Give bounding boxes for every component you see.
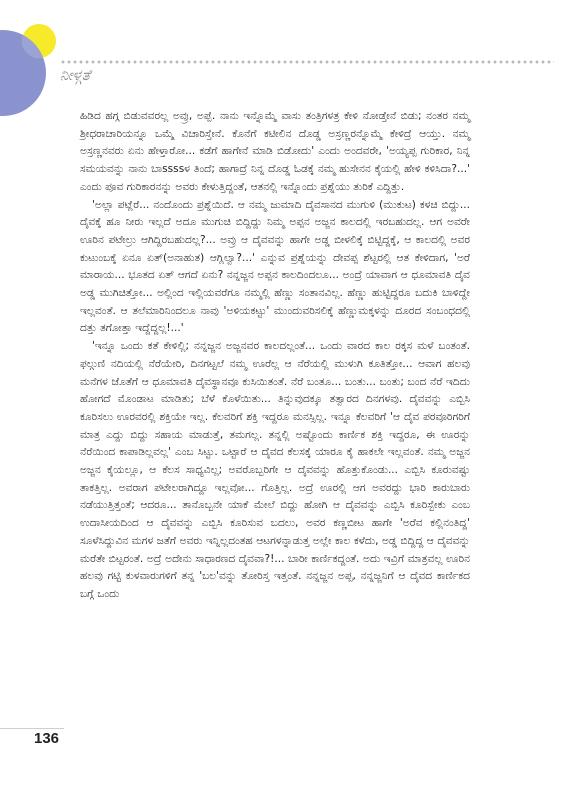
article-body bbox=[80, 108, 470, 604]
paragraph-3: 'ಇನ್ನೂ ಒಂದು ಕತೆ ಕೇಳಿಲ್ಲಿ; ನನ್ನಜ್ಜನ ಅಜ್ಜನವರ ಕಾಲದಲ್ಲಂತೆ... ಒಂದು ವಾರದ ಕಾಲ ರಕ್ಕಸ ಮಳೆ ಬಂತಂತೆ. ಫಲ್ಗುಣಿ ನದಿಯಲ್ಲಿ ನೆರೆಯೇರಿ, ದಿನಗಟ್ಟಲೆ ನಮ್ಮ ಊರೆಲ್ಲ ಆ ನೆರೆಯಲ್ಲಿ ಮುಳುಗಿ ಕೂತಿತ್ತೋ... ಆವಾಗ ಹಲವು ಮನೆಗಳ ಜೊತೆಗೆ ಆ ಧೂಮಾವತಿ ದೈವಸ್ಥಾನವೂ ಕುಸಿಯಿತಂತೆ. ನೆರೆ ಬಂತೂ... ಬಂತು... ಬಂತು; ಬಂದ ನೆರೆ ಇದಿದು ಹೋಗದೆ ಮೊಂಡಾಟ ಮಾಡಿತು; ಬೆಳೆ ಕೊಳೆಯಿತು... ತಿನ್ನುವುದಕ್ಕೂ ತತ್ವಾರದ ದಿನಗಳವು. ದೈವವನ್ನು ಎಬ್ಬಿಸಿ ಕೂರಿಸಲು ಊರವರಲ್ಲಿ ಶಕ್ತಿಯೇ ಇಲ್ಲ. ಕೆಲವರಿಗೆ ಶಕ್ತಿ ಇದ್ದರೂ ಮನಸ್ಸಿಲ್ಲ. ಇನ್ನೂ ಕೆಲವರಿಗೆ 'ಆ ದೈವ ಪರವೂರಿಗರಿಗೆ ಮಾತ್ರ ಎದ್ದು ಬಿದ್ದು ಸಹಾಯ ಮಾಡುತ್ತೆ, ತಮಗಲ್ಲ. ತನ್ನಲ್ಲಿ ಅಷ್ಟೊಂದು ಕಾರ್ಣಿಕ ಶಕ್ತಿ ಇದ್ದರೂ, ಈ ಊರನ್ನು ನೆರೆಯಿಂದ ಕಾಪಾಡಿಲ್ಲವಲ್ಲ' ಎಂಬ ಸಿಟ್ಟು. ಒಟ್ಟಾರೆ ಆ ದೈವದ ಕೆಲಸಕ್ಕೆ ಯಾರೂ ಕೈ ಹಾಕಲೇ ಇಲ್ಲವಂತೆ. ನಮ್ಮ ಅಜ್ಜನ ಅಜ್ಜನ ಕೈಯಲ್ಲೂ, ಆ ಕೆಲಸ ಸಾಧ್ಯವಿಲ್ಲ; ಅವರೊಬ್ಬರಿಗೇ ಆ ದೈವವನ್ನು ಹೊತ್ತುಕೊಂಡು... ಎಬ್ಬಿಸಿ ಕೂರುವಷ್ಟು ತಾಕತ್ತಿಲ್ಲ. ಅವರಾಗ ಪಟೇಲರಾಗಿದ್ದೂ ಇಲ್ಲವೋ... ಗೊತ್ತಿಲ್ಲ. ಅದ್ರೆ ಊರಲ್ಲಿ ಆಗ ಅವರದ್ದು ಭಾರಿ ಕಾರುಬಾರು ನಡೆಯುತ್ತಿತ್ತಂತೆ; ಆದರೂ... ತಾನೊಬ್ಬನೇ ಯಾಕೆ ಮೇಲೆ ಬಿದ್ದು ಹೋಗಿ ಆ ದೈವವನ್ನು ಎಬ್ಬಿಸಿ ಕೂರಿಸ್ಬೇಕು ಎಂಬ ಉದಾಸೀಯದಿಂದ ಆ ದೈವವನ್ನು ಎಬ್ಬಿಸಿ ಕೂರಿಸುವ ಬದಲು, ಅವರ ಕಣ್ಣಬೀಟ ಹಾಗೇ 'ಅರೆವ ಕಲ್ಲಿನಂತಿದ್ದ' ಸೂಳೆಸಿದ್ದುವಿನ ಮಗಳ ಜತೆಗೆ ಅವರು ಇನ್ನಿಲ್ಲದಂತಹ ಆಟಗಳನ್ನಾಡುತ್ತ ಅಲ್ಲೇ ಕಾಲ ಕಳೆದು, ಅಡ್ಡ ಬಿದ್ದಿದ್ದ ಆ ದೈವವನ್ನು ಮರೆತೇ ಬಿಟ್ಟರಂತೆ. ಅದ್ರೆ ಅದೇನು ಸಾಧಾರಣದ ದೈವವಾ?!... ಬಾರೀ ಕಾರ್ಣಿಕದ್ದಂತೆ. ಅದು ಇವ್ರಿಗೆ ಮಾತ್ರವಲ್ಲ ಊರಿನ ಹಲವು ಗಟ್ಟಿ ಕುಳವಾರುಗಳಿಗೆ ತನ್ನ 'ಬಲ'ವನ್ನು ತೋರಿಸ್ತ ಇತ್ತಂತೆ. ನನ್ನಜ್ಜನ ಅಪ್ಪ, ನನ್ನಜ್ಜನಿಗೆ ಆ ದೈವದ ಕಾರ್ಣಿಕದ ಬಗ್ಗೆ ಒಂದು bbox=[80, 340, 470, 600]
footer-rule bbox=[0, 728, 64, 729]
paragraph-1: ಹಿಡಿದ ಹಗ್ಗ ಬಿಡುವವರಲ್ಲ ಅವ್ರು, ಅಪ್ಪೆ. ನಾನು ಇನ್ನೊಮ್ಮೆ ವಾಸು ತಂತ್ರಿಗಳತ್ರ ಕೇಳಿ ನೋಡ್ತೇನೆ ಬಿಡು; ನಂತರ ನಮ್ಮ ಶ್ರೀಧರಾಚಾರಿಯನ್ನೂ ಒಮ್ಮೆ ವಿಚಾರಿಸ್ತೇನೆ. ಕೊನೆಗೆ ಕಟೀಲಿನ ದೊಡ್ಡ ಅಸ್ರಣ್ಣರನ್ನೊಮ್ಮೆ ಕೇಳಿದ್ರೆ ಆಯ್ತು. ನಮ್ಮ ಅಸ್ರಣ್ಣನವರು ಏನು ಹೇಳ್ತಾರೋ... ಕಡೆಗೆ ಹಾಗೇನೆ ಮಾಡಿ ಬಿಡೋದು' ಎಂದು ಅಂದವರೇ, 'ಅಯ್ಯಪ್ಪ ಗುರಿಕಾರ, ನಿನ್ನ ಸಮಯವನ್ನು ನಾನು ಬಾssssಳ ತಿಂದೆ; ಹಾಗಾದ್ರೆ ನಿನ್ನ ದೊಡ್ಡ ಓಡಕ್ಕೆ ನಮ್ಮ ಹುಸೇನನ ಕೈಯಲ್ಲಿ ಹೇಳಿ ಕಳಿಸಿದಾ?...' ಎಂದು ಪೂವ ಗುರಿಕಾರನನ್ನು ಅವರು ಕೇಳುತ್ತಿದ್ದಂತೆ, ಆತನಲ್ಲಿ ಇನ್ನೊಂದು ಪ್ರಶ್ನೆಯು ತುರಿಕೆ ಎದ್ದಿತ್ತು. bbox=[80, 110, 470, 193]
paragraph-2: 'ಅಲ್ಲಾ ಪಟ್ಲೆರೆ... ನಂದೊಂದು ಪ್ರಶ್ನೆಯಿದೆ. ಆ ನಮ್ಮ ಜುಮಾದಿ ದೈವಸಾನದ ಮುಗುಳಿ (ಮುಕುಟ) ಕಳಚಿ ಬಿದ್ದು... ದೈವಕ್ಕೆ ಹೂ ನೀರು ಇಲ್ಲದೆ ಅದೂ ಮುಗುಚಿ ಬಿದ್ದಿದ್ದು ನಿಮ್ಮ ಅಪ್ಪನ ಅಜ್ಜನ ಕಾಲದಲ್ಲಿ ಇರಬಹುದಲ್ಲ. ಆಗ ಅವರೇ ಊರಿನ ಪಟೇಲ್ರು ಆಗಿದ್ದಿರಬಹುದಲ್ಲ?... ಅವ್ರು ಆ ದೈವವನ್ನು ಹಾಗೇ ಅಡ್ಡ ಬೀಳಲಿಕ್ಕೆ ಬಿಟ್ಟಿದ್ದಕ್ಕೆ, ಆ ಕಾಲದಲ್ಲಿ ಅವರ ಕುಟುಂಬಕ್ಕೆ ಏನೂ ಏತ್(ಅನಾಹುತ) ಆಗ್ಲಿಲ್ವಾ?...' ಎನ್ನುವ ಪ್ರಶ್ನೆಯನ್ನು ದೇವಪ್ಪ ಶೆಟ್ಟರಲ್ಲಿ ಆತ ಕೇಳಿದಾಗ, 'ಅರೆ ಮಾರಾಯ... ಭೂತದ ಏತ್ ಆಗದೆ ಏನು? ನನ್ನಜ್ಜನ ಅಪ್ಪನ ಕಾಲದಿಂದಲೂ... ಅಂದ್ರೆ ಯಾವಾಗ ಆ ಧೂಮಾವತಿ ದೈವ ಅಡ್ಡ ಮುಗಿಚಿತ್ತೋ... ಅಲ್ಲಿಂದ ಇಲ್ಲಿಯವರೆಗೂ ನಮ್ಮಲ್ಲಿ ಹೆಣ್ಣು ಸಂತಾನವಿಲ್ಲ. ಹೆಣ್ಣು ಹುಟ್ಟಿದ್ದರೂ ಬದುಕಿ ಬಾಳಿದ್ದೇ ಇಲ್ಲವಂತೆ. ಆ ತಲೆಮಾರಿನಿಂದಲೂ ನಾವು 'ಅಳಿಯಕಟ್ಟು' ಮುಂದುವರಿಸಲಿಕ್ಕೆ ಹೆಣ್ಣುಮಕ್ಕಳನ್ನು ದೂರದ ಸಂಬಂಧದಲ್ಲಿ ದತ್ತು ತಗೋತ್ತಾ ಇದ್ದೆದ್ದಲ್ಲ!...' bbox=[80, 198, 470, 335]
running-header-title: ನೀಳ್ಗತೆ bbox=[60, 66, 91, 84]
header-dotted-rule bbox=[60, 60, 554, 64]
page-number: 136 bbox=[34, 730, 60, 747]
corner-decoration-overlap bbox=[22, 24, 56, 58]
